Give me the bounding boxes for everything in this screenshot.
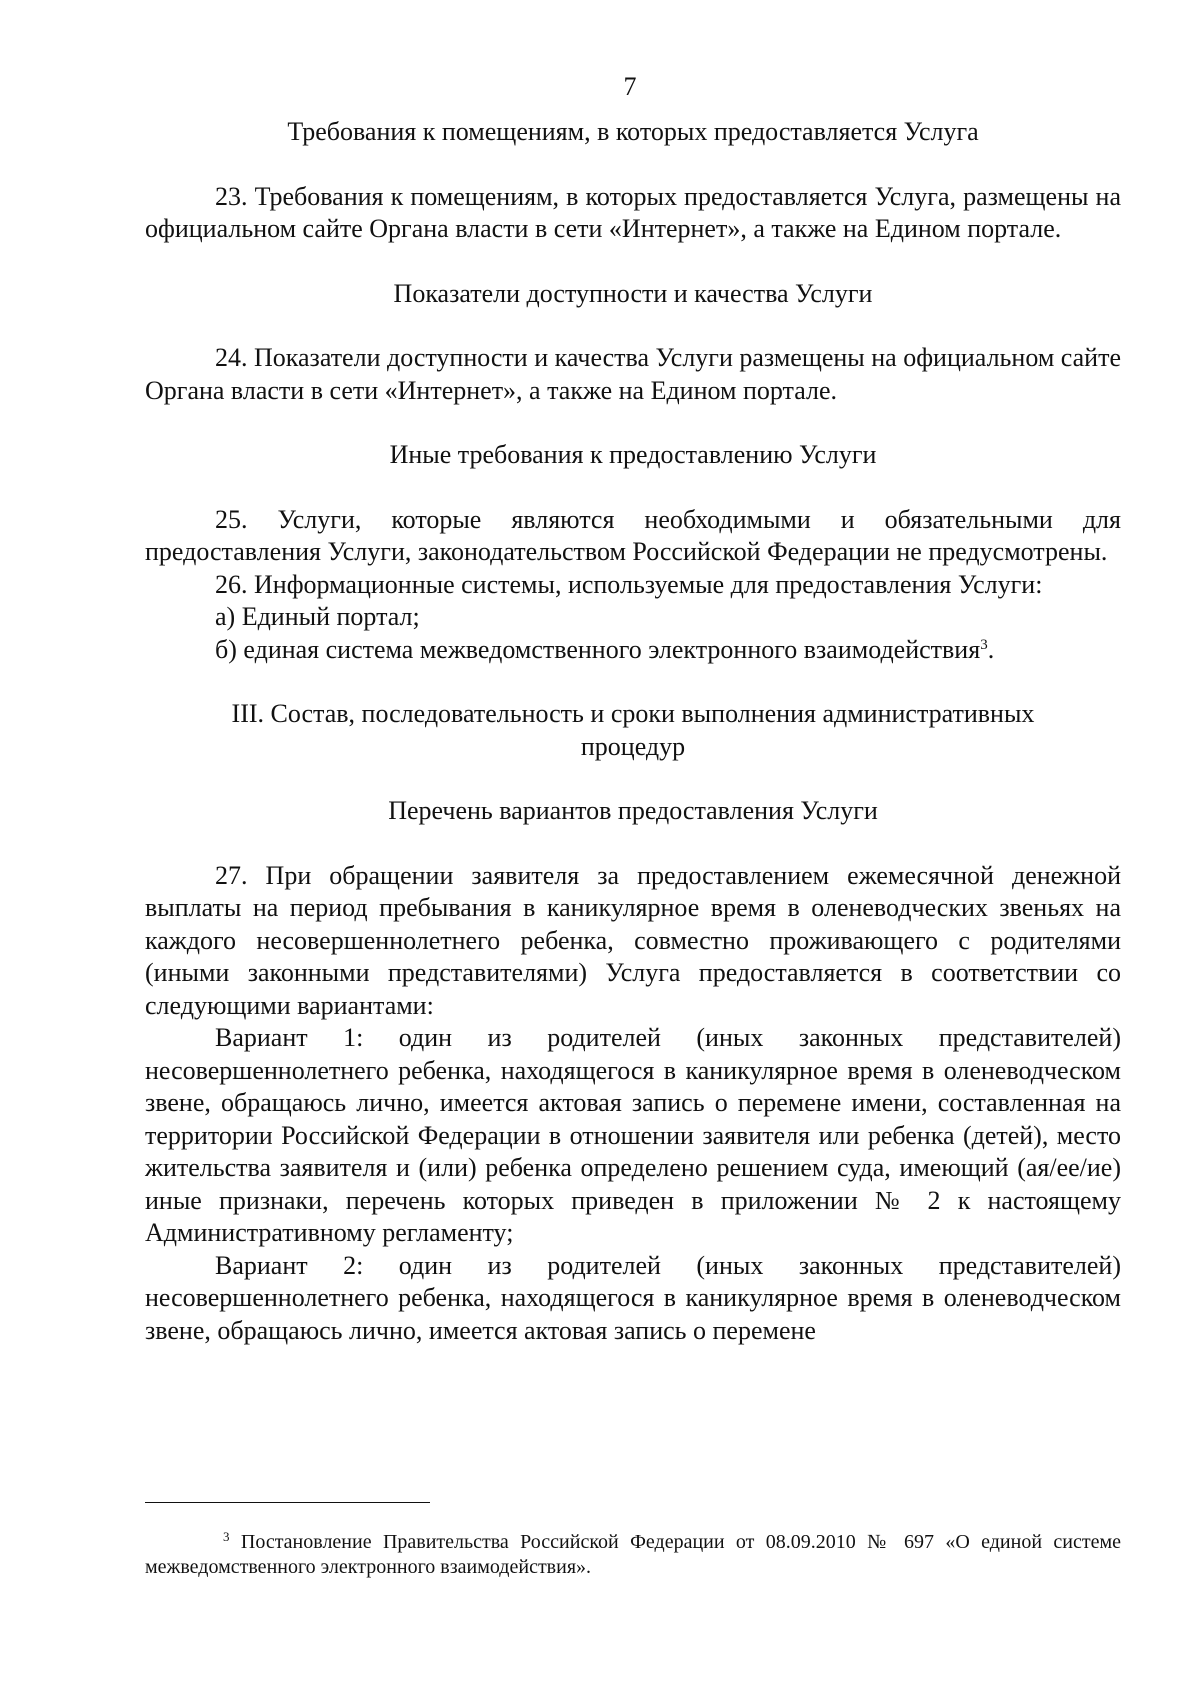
heading-premises-requirements: Требования к помещениям, в которых предоставляется Услуга xyxy=(287,117,979,146)
paragraph-26: 26. Информационные системы, используемые для предоставления Услуги: xyxy=(215,569,1043,599)
page-number: 7 xyxy=(623,72,637,101)
variant-1: Вариант 1: один из родителей (иных законных представителей) несовершеннолетнего ребенка, находящегося в каникулярное время в оленеводческом звене, обращаюсь лично, имеется актовая запись о перемене имени, составленная на территории Российской Федерации в отношении заявителя или ребенка (детей), место жительства заявителя и (или) ребенка определено решением суда, имеющий (ая/ее/ие) иные признаки, перечень которых приведен в приложении № 2 к настоящему Административному регламенту; xyxy=(145,1023,1121,1247)
footnote-number: 3 xyxy=(223,1529,230,1544)
paragraph-24: 24. Показатели доступности и качества Услуги размещены на официальном сайте Органа власти в сети «Интернет», а также на Едином портале. xyxy=(145,343,1121,405)
footnote xyxy=(145,1530,1121,1580)
paragraph-25: 25. Услуги, которые являются необходимыми и обязательными для предоставления Услуги, законодательством Российской Федерации не предусмотрены. xyxy=(145,504,1121,566)
heading-accessibility-indicators: Показатели доступности и качества Услуги xyxy=(393,278,873,308)
footnote-separator xyxy=(145,1502,430,1503)
heading-other-requirements: Иные требования к предоставлению Услуги xyxy=(389,440,877,469)
paragraph-27: 27. При обращении заявителя за предоставлением ежемесячной денежной выплаты на период пребывания в каникулярное время в оленеводческих звеньях на каждого несовершеннолетнего ребенка, совместно проживающего с родителями (иными законными представителями) Услуга предоставляется в соответствии со следующими вариантами: xyxy=(145,860,1121,1020)
page-body xyxy=(145,116,1121,1347)
paragraph-26-item-b-text: б) единая система межведомственного электронного взаимодействия xyxy=(215,634,981,664)
paragraph-26-item-a: а) Единый портал; xyxy=(215,602,420,631)
paragraph-26-item-b-end: . xyxy=(987,634,995,664)
heading-service-variants: Перечень вариантов предоставления Услуги xyxy=(388,796,878,825)
footnote-reference: 3 xyxy=(980,636,988,653)
paragraph-26-item-b xyxy=(145,634,1121,667)
chapter-heading-line-2: процедур xyxy=(580,731,686,761)
paragraph-23: 23. Требования к помещениям, в которых предоставляется Услуга, размещены на официальном сайте Органа власти в сети «Интернет», а также на Едином портале. xyxy=(145,181,1121,243)
variant-2: Вариант 2: один из родителей (иных законных представителей) несовершеннолетнего ребенка, находящегося в каникулярное время в оленеводческом звене, обращаюсь лично, имеется актовая запись о перемене xyxy=(145,1250,1121,1345)
chapter-heading-line-1: III. Состав, последовательность и сроки выполнения административных xyxy=(231,699,1035,728)
footnote-text: Постановление Правительства Российской Федерации от 08.09.2010 № 697 «О единой системе межведомственного электронного взаимодействия». xyxy=(145,1531,1122,1578)
